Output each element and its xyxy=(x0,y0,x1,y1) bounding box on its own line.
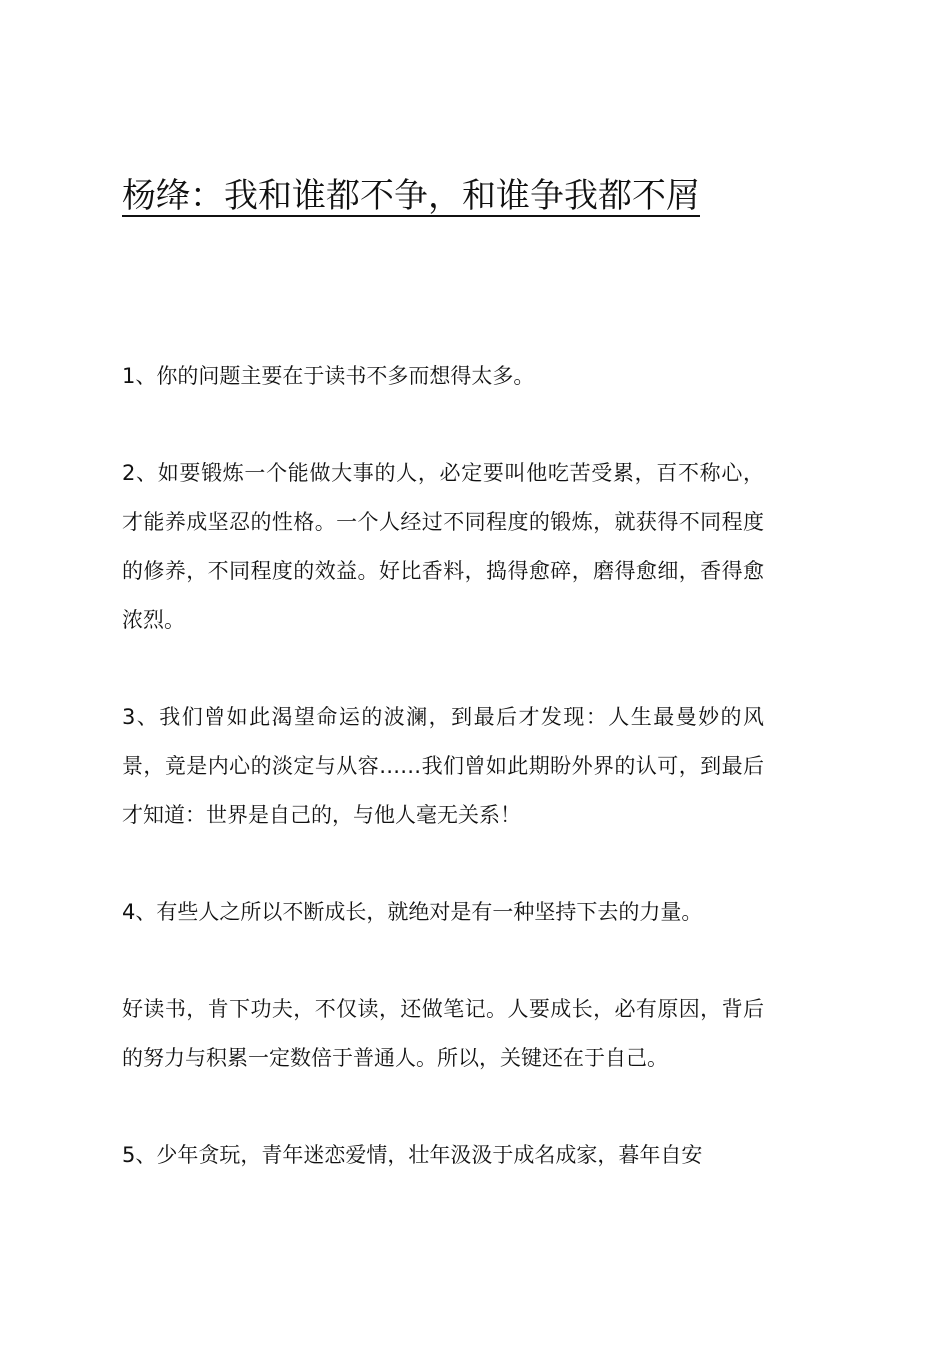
paragraph-1: 1、你的问题主要在于读书不多而想得太多。 xyxy=(122,364,535,388)
paragraph-3: 3、我们曾如此渴望命运的波澜，到最后才发现：人生最曼妙的风景，竟是内心的淡定与从容……我们曾如此期盼外界的认可，到最后才知道：世界是自己的，与他人毫无关系！ xyxy=(122,705,764,827)
paragraph-4: 4、有些人之所以不断成长，就绝对是有一种坚持下去的力量。 xyxy=(122,900,703,924)
paragraph-5: 好读书，肯下功夫，不仅读，还做笔记。人要成长，必有原因，背后的努力与积累一定数倍于普通人。所以，关键还在于自己。 xyxy=(122,997,764,1070)
document-title: 杨绛：我和谁都不争，和谁争我都不屑 xyxy=(122,176,700,216)
paragraph-6: 5、少年贪玩，青年迷恋爱情，壮年汲汲于成名成家，暮年自安 xyxy=(122,1143,703,1167)
document-body xyxy=(122,352,764,1228)
paragraph-2: 2、如要锻炼一个能做大事的人，必定要叫他吃苦受累，百不称心，才能养成坚忍的性格。一个人经过不同程度的锻炼，就获得不同程度的修养，不同程度的效益。好比香料，捣得愈碎，磨得愈细，香得愈浓烈。 xyxy=(122,461,764,632)
